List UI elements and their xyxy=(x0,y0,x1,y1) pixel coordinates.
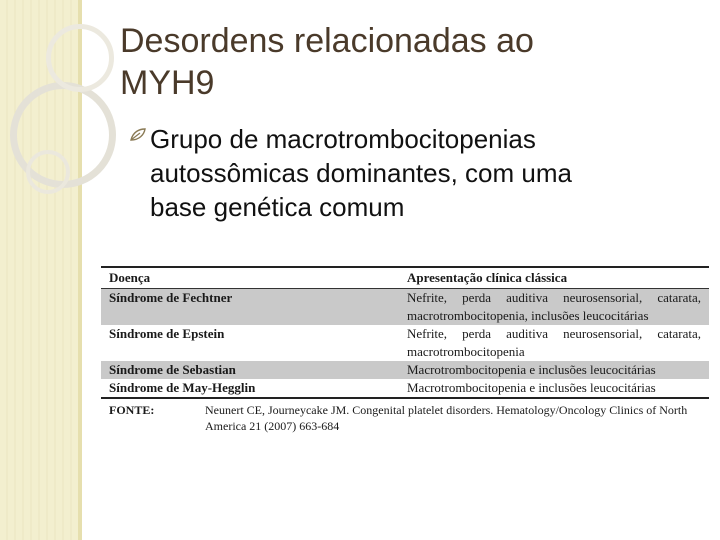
slide-title-line2: MYH9 xyxy=(120,64,215,102)
header-disease: Doença xyxy=(109,270,151,285)
source-text: Neunert CE, Journeycake JM. Congenital platelet disorders. Hematology/Oncology Clinics of North America 21 (2007) 663-684 xyxy=(205,403,688,433)
presentation-cell: Macrotrombocitopenia e inclusões leucocitárias xyxy=(407,380,656,395)
presentation-cell: Nefrite, perda auditiva neurosensorial, catarata, macrotrombocitopenia xyxy=(407,326,701,359)
source-label: FONTE: xyxy=(109,403,155,417)
header-presentation: Apresentação clínica clássica xyxy=(407,270,568,285)
table-source xyxy=(101,399,709,434)
myh9-disorders-table xyxy=(101,266,709,434)
presentation-cell: Macrotrombocitopenia e inclusões leucocitárias xyxy=(407,362,656,377)
decorative-circle xyxy=(46,24,114,92)
bullet-line: autossômicas dominantes, com uma xyxy=(150,158,572,188)
decorative-circle xyxy=(26,150,70,194)
leaf-bullet-icon xyxy=(130,128,146,147)
bullet-point xyxy=(130,122,700,224)
disease-cell: Síndrome de Sebastian xyxy=(109,362,236,377)
bullet-line: base genética comum xyxy=(150,192,405,222)
presentation-cell: Nefrite, perda auditiva neurosensorial, catarata, macrotrombocitopenia, inclusões leucocitárias xyxy=(407,290,701,323)
table-row xyxy=(101,289,709,325)
disease-cell: Síndrome de Fechtner xyxy=(109,290,233,305)
disease-cell: Síndrome de May-Hegglin xyxy=(109,380,256,395)
table-row xyxy=(101,361,709,379)
table-header-row xyxy=(101,268,709,289)
bullet-line: Grupo de macrotrombocitopenias xyxy=(150,124,536,154)
table-row xyxy=(101,325,709,361)
slide-title xyxy=(120,20,680,104)
table-row xyxy=(101,379,709,397)
bullet-text xyxy=(150,122,700,224)
disease-cell: Síndrome de Epstein xyxy=(109,326,225,341)
slide-title-line1: Desordens relacionadas ao xyxy=(120,22,534,60)
